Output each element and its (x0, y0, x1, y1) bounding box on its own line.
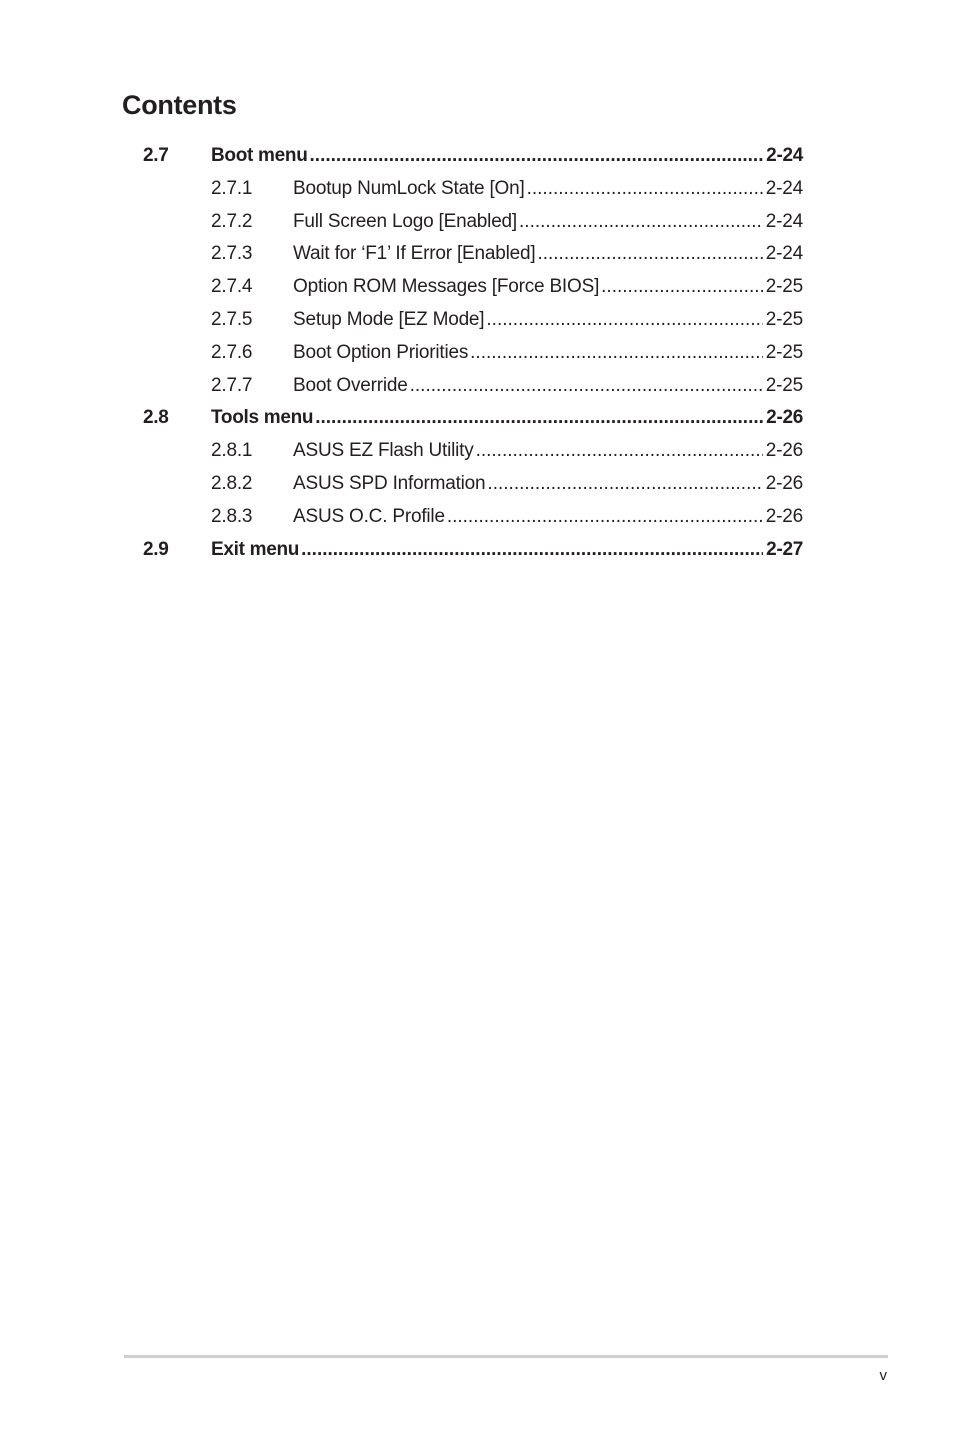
toc-entry-title: ASUS EZ Flash Utility (293, 440, 474, 462)
dot-leader (470, 337, 763, 370)
dot-leader (527, 173, 763, 206)
toc-entry-2-7-6[interactable] (0, 337, 954, 370)
toc-entry-2-7[interactable] (0, 140, 954, 173)
toc-entry-title: ASUS O.C. Profile (293, 505, 445, 527)
dot-leader (487, 468, 762, 501)
toc-entry-number: 2.8.3 (211, 505, 253, 527)
toc-entry-page: 2-25 (765, 341, 803, 363)
toc-entry-2-7-3[interactable] (0, 238, 954, 271)
toc-entry-title: Bootup NumLock State [On] (293, 177, 525, 199)
toc-entry-2-7-1[interactable] (0, 173, 954, 206)
toc-entry-number: 2.9 (143, 538, 169, 560)
toc-entry-2-8[interactable] (0, 402, 954, 435)
toc-entry-number: 2.7.2 (211, 210, 253, 232)
dot-leader (301, 534, 763, 567)
toc-entry-body (211, 402, 803, 435)
toc-entry-body (293, 271, 803, 304)
toc-entry-page: 2-26 (765, 472, 803, 494)
toc-entry-page: 2-24 (765, 210, 803, 232)
dot-leader (476, 435, 763, 468)
toc-entry-number: 2.7.4 (211, 276, 253, 298)
toc-entry-number: 2.7 (143, 145, 169, 166)
toc-entry-number: 2.8.2 (211, 472, 253, 494)
toc-entry-2-7-2[interactable] (0, 206, 954, 239)
toc-entry-number: 2.8.1 (211, 440, 253, 462)
toc-entry-body (293, 370, 803, 403)
toc-entry-number: 2.8 (143, 407, 169, 429)
toc-entry-2-7-7[interactable] (0, 370, 954, 403)
toc-entry-number: 2.7.6 (211, 341, 253, 363)
toc-entry-number: 2.7.5 (211, 308, 253, 330)
toc-entry-2-9[interactable] (0, 534, 954, 567)
page-title: Contents (122, 90, 237, 120)
toc-entry-number: 2.7.7 (211, 374, 253, 396)
toc-entry-title: Boot Override (293, 374, 408, 396)
toc-entry-2-8-2[interactable] (0, 468, 954, 501)
toc-entry-page: 2-26 (765, 505, 803, 527)
toc-entry-page: 2-26 (766, 407, 803, 429)
dot-leader (310, 140, 764, 173)
toc-entry-page: 2-24 (765, 243, 803, 265)
page-number: v (879, 1367, 887, 1384)
toc-entry-body (293, 238, 803, 271)
toc-entry-page: 2-27 (766, 538, 803, 560)
toc-entry-page: 2-25 (765, 308, 803, 330)
toc-entry-body (293, 435, 803, 468)
toc-entry-page: 2-24 (766, 145, 803, 166)
toc-entry-page: 2-25 (765, 374, 803, 396)
dot-leader (447, 501, 763, 534)
toc-entry-body (293, 501, 803, 534)
dot-leader (519, 206, 763, 239)
toc-entry-page: 2-25 (765, 276, 803, 298)
dot-leader (486, 304, 762, 337)
table-of-contents (0, 140, 954, 566)
toc-entry-number: 2.7.3 (211, 243, 253, 265)
toc-entry-body (293, 173, 803, 206)
footer-divider (124, 1355, 888, 1358)
toc-entry-body (211, 534, 803, 567)
toc-entry-2-8-1[interactable] (0, 435, 954, 468)
toc-entry-number: 2.7.1 (211, 177, 253, 199)
toc-entry-page: 2-26 (765, 440, 803, 462)
toc-entry-title: Boot menu (211, 145, 308, 166)
toc-entry-title: Setup Mode [EZ Mode] (293, 308, 485, 330)
dot-leader (537, 238, 762, 271)
toc-entry-2-7-5[interactable] (0, 304, 954, 337)
toc-entry-title: Option ROM Messages [Force BIOS] (293, 276, 600, 298)
toc-entry-body (293, 468, 803, 501)
dot-leader (315, 402, 763, 435)
toc-entry-title: Wait for ‘F1’ If Error [Enabled] (293, 243, 536, 265)
toc-entry-2-7-4[interactable] (0, 271, 954, 304)
toc-entry-title: Exit menu (211, 538, 300, 560)
toc-entry-title: Full Screen Logo [Enabled] (293, 210, 518, 232)
toc-entry-body (211, 140, 803, 173)
toc-entry-2-8-3[interactable] (0, 501, 954, 534)
toc-entry-body (293, 206, 803, 239)
toc-entry-title: Tools menu (211, 407, 314, 429)
dot-leader (410, 370, 763, 403)
toc-entry-body (293, 304, 803, 337)
toc-entry-title: Boot Option Priorities (293, 341, 469, 363)
dot-leader (601, 271, 763, 304)
toc-entry-page: 2-24 (765, 177, 803, 199)
toc-entry-body (293, 337, 803, 370)
toc-entry-title: ASUS SPD Information (293, 472, 486, 494)
